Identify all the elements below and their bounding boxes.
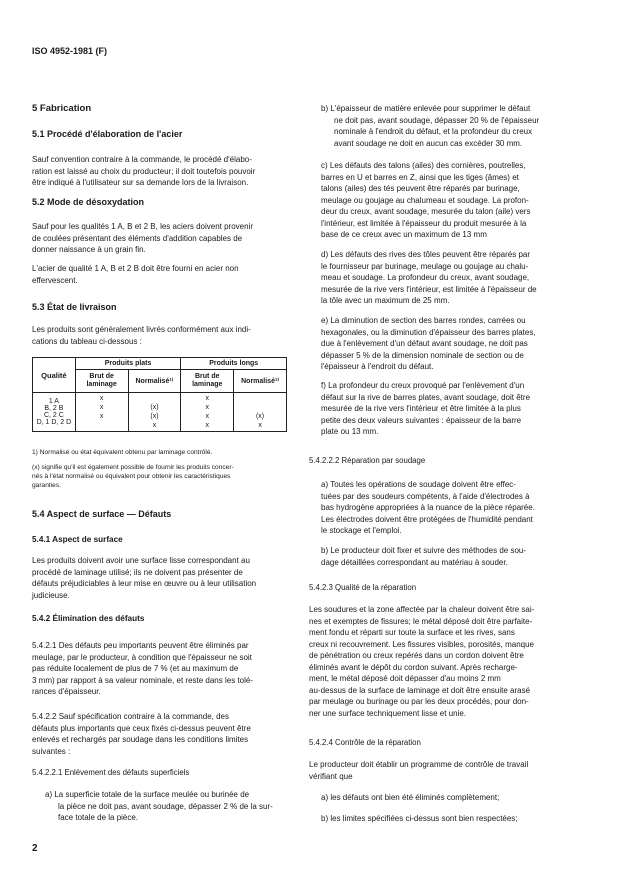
header-rolled-long: Brut de laminage bbox=[181, 370, 234, 393]
header-normalized-flat: Normalisé¹⁾ bbox=[128, 370, 181, 393]
table-cell: x bbox=[258, 422, 262, 429]
page-number: 2 bbox=[32, 843, 38, 854]
section-5-4-heading: 5.4 Aspect de surface — Défauts bbox=[32, 509, 172, 519]
section-5-2-para-2: L'acier de qualité 1 A, B et 2 B doit être fourni en acier non effervescent. bbox=[32, 264, 239, 285]
delivery-state-table bbox=[32, 357, 287, 432]
table-cell: x bbox=[205, 404, 209, 411]
section-5-4-2-heading: 5.4.2 Élimination des défauts bbox=[32, 614, 145, 623]
header-rolled-flat: Brut de laminage bbox=[75, 370, 128, 393]
item-a-defects-removed: a) les défauts ont bien été éliminés complètement; bbox=[321, 793, 500, 802]
document-header: ISO 4952-1981 (F) bbox=[32, 46, 108, 56]
item-c-flanges: c) Les défauts des talons (ailes) des cornières, poutrelles, barres en U et barres en Z, ainsi que les tiges (âmes) et talons (ailes) des tés peuvent être réparés par burinage, meulage ou goujage au chalumeau et soudage. La profon- deur du creux, avant soudage, mesurée du talon (aile) vers l'intérieur, est limitée à l'épaisseur du produit mesurée à la base de ce creux avec un maximum de 13 mm bbox=[321, 161, 531, 239]
item-a-superficial: a) La superficie totale de la surface meulée ou burinée de la pièce ne doit pas, avant soudage, dépasser 2 % de la sur- face totale de la pièce. bbox=[45, 790, 273, 822]
col-flat-normalized bbox=[128, 393, 181, 432]
item-b-welding-methods: b) Le producteur doit fixer et suivre des méthodes de sou- dage détaillées correspondant au matériau à souder. bbox=[321, 546, 526, 567]
section-5-4-2-2-2-heading: 5.4.2.2.2 Réparation par soudage bbox=[309, 456, 426, 465]
section-5-4-2-2-1-heading: 5.4.2.2.1 Enlèvement des défauts superficiels bbox=[32, 768, 190, 777]
table-cell: (x) bbox=[150, 404, 159, 411]
section-5-1-text: Sauf convention contraire à la commande, le procédé d'élabo- ration est laissé au choix du producteur; il doit toutefois pouvoir être indiqué à l'utilisateur sur sa demande lors de la livraison. bbox=[32, 155, 256, 187]
section-5-2-heading: 5.2 Mode de désoxydation bbox=[32, 197, 145, 207]
table-cell: x bbox=[99, 395, 104, 402]
header-long-products: Produits longs bbox=[181, 358, 287, 370]
section-5-4-1-text: Les produits doivent avoir une surface lisse correspondant au procédé de laminage utilisé; ils ne doivent pas présenter de défauts préjudiciables à leur mise en œuvre ou à leur utilisation judicieuse. bbox=[32, 556, 257, 600]
table-cell: (x) bbox=[150, 413, 159, 420]
table-cell bbox=[76, 421, 128, 430]
footnote-1: 1) Normalisé ou état équivalent obtenu par laminage contrôlé. bbox=[32, 449, 213, 456]
footnote-x: (x) signifie qu'il est également possible de fournir les produits concer- nés à l'état normalisé ou équivalent pour obtenir les caractéristiques garanties. bbox=[32, 464, 234, 489]
table-cell: x bbox=[205, 413, 209, 420]
section-5-heading: 5 Fabrication bbox=[32, 103, 92, 114]
table-cell: x bbox=[205, 422, 209, 429]
section-5-4-2-1-text: 5.4.2.1 Des défauts peu importants peuvent être éliminés par meulage, par le producteur, à condition que l'épaisseur ne soit pas réduite localement de plus de 7 % (et au maximum de 3 mm) par rapport à sa valeur nominale, et reste dans les tolé- rances d'épaisseur. bbox=[32, 641, 253, 696]
section-5-4-2-4-heading: 5.4.2.4 Contrôle de la réparation bbox=[309, 738, 421, 747]
table-cell: B, 2 B bbox=[44, 405, 64, 412]
table-cell bbox=[129, 394, 181, 403]
section-5-4-2-4-text: Le producteur doit établir un programme de contrôle de travail vérifiant que bbox=[309, 760, 529, 781]
section-5-4-2-2-text: 5.4.2.2 Sauf spécification contraire à la commande, des défauts plus importants que ceux fixés ci-dessus peuvent être enlevés et rechargés par soudage dans les conditions limites suivantes : bbox=[32, 712, 251, 756]
table-cell: (x) bbox=[255, 413, 265, 420]
item-b-limits-respected: b) les limites spécifiées ci-dessus sont bien respectées; bbox=[321, 814, 518, 823]
col-long-normalized bbox=[234, 393, 287, 432]
item-b-thickness: b) L'épaisseur de matière enlevée pour supprimer le défaut ne doit pas, avant soudage, dépasser 20 % de l'épaisseur nominale à l'endroit du défaut, et la profondeur du creux avant soudage ne doit en aucun cas excéder 30 mm. bbox=[321, 104, 540, 148]
section-5-4-2-3-text: Les soudures et la zone affectée par la chaleur doivent être sai- nes et exemptes de fissures; le métal déposé doit être parfaite- ment fondu et réparti sur toute la surface et les rives, sans creux ni recouvrement. Les fissures visibles, porosités, manque de pénétration ou creux repérés dans un cordon doivent être éliminés avant le dépôt du cordon suivant. Après recharge- ment, le métal déposé doit dépasser d'au moins 2 mm au-dessus de la surface de laminage et doit être ensuite arasé par meulage ou burinage ou par les deux procédés, pour don- ner une surface techniquement lisse et unie. bbox=[309, 605, 535, 718]
item-a-welding-operations: a) Toutes les opérations de soudage doivent être effec- tuées par des soudeurs compétents, à l'aide d'électrodes à bas hydrogène appropriées à la nuance de la pièce réparée. Les électrodes doivent être protégées de l'humidité pendant le stockage et l'emploi. bbox=[321, 480, 535, 535]
table-cell: C, 2 C bbox=[43, 412, 64, 419]
section-5-3-heading: 5.3 État de livraison bbox=[32, 302, 117, 312]
section-5-2-para-1: Sauf pour les qualités 1 A, B et 2 B, les aciers doivent provenir de coulées présentant des éléments d'addition capables de donner naissance à un grain fin. bbox=[32, 222, 254, 254]
table-cell: x bbox=[99, 404, 104, 411]
header-flat-products: Produits plats bbox=[75, 358, 181, 370]
table-cell: x bbox=[205, 395, 209, 402]
item-e-bar-section: e) La diminution de section des barres rondes, carrées ou hexagonales, ou la diminution d'épaisseur des barres plates, due à l'enlèvement d'un défaut avant soudage, ne doit pas dépasser 5 % de la dimension nominale de section ou de l'épaisseur à l'endroit du défaut. bbox=[321, 316, 536, 371]
table-cell: x bbox=[152, 422, 157, 429]
item-d-plate-edges: d) Les défauts des rives des tôles peuvent être réparés par le fournisseur par burinage, meulage ou goujage au chalu- meau et soudage. La profondeur du creux, avant soudage, mesurée de la rive vers l'intérieur, est limitée à l'épaisseur de la tôle avec un maximum de 25 mm. bbox=[321, 250, 537, 305]
col-long-rolled bbox=[181, 393, 234, 432]
section-5-4-1-heading: 5.4.1 Aspect de surface bbox=[32, 535, 123, 544]
col-flat-rolled bbox=[75, 393, 128, 432]
table-cell: D, 1 D, 2 D bbox=[36, 419, 72, 426]
section-5-1-heading: 5.1 Procédé d'élaboration de l'acier bbox=[32, 129, 183, 139]
col-qualite bbox=[33, 393, 76, 432]
table-cell bbox=[234, 403, 286, 412]
header-qualite: Qualité bbox=[33, 358, 76, 393]
section-5-4-2-3-heading: 5.4.2.3 Qualité de la réparation bbox=[309, 583, 417, 592]
item-f-flat-bar-edges: f) La profondeur du creux provoqué par l'enlèvement d'un défaut sur la rive de barres plates, avant soudage, doit être mesurée de la rive vers l'intérieur et être limitée à la plus petite des deux valeurs suivantes : épaisseur de la barre plate ou 13 mm. bbox=[321, 381, 531, 436]
header-normalized-long: Normalisé¹⁾ bbox=[234, 370, 287, 393]
table-cell: 1 A bbox=[48, 398, 59, 405]
table-cell: x bbox=[99, 413, 104, 420]
section-5-3-text: Les produits sont généralement livrés conformément aux indi- cations du tableau ci-dessous : bbox=[32, 325, 251, 346]
table-cell bbox=[234, 394, 286, 403]
